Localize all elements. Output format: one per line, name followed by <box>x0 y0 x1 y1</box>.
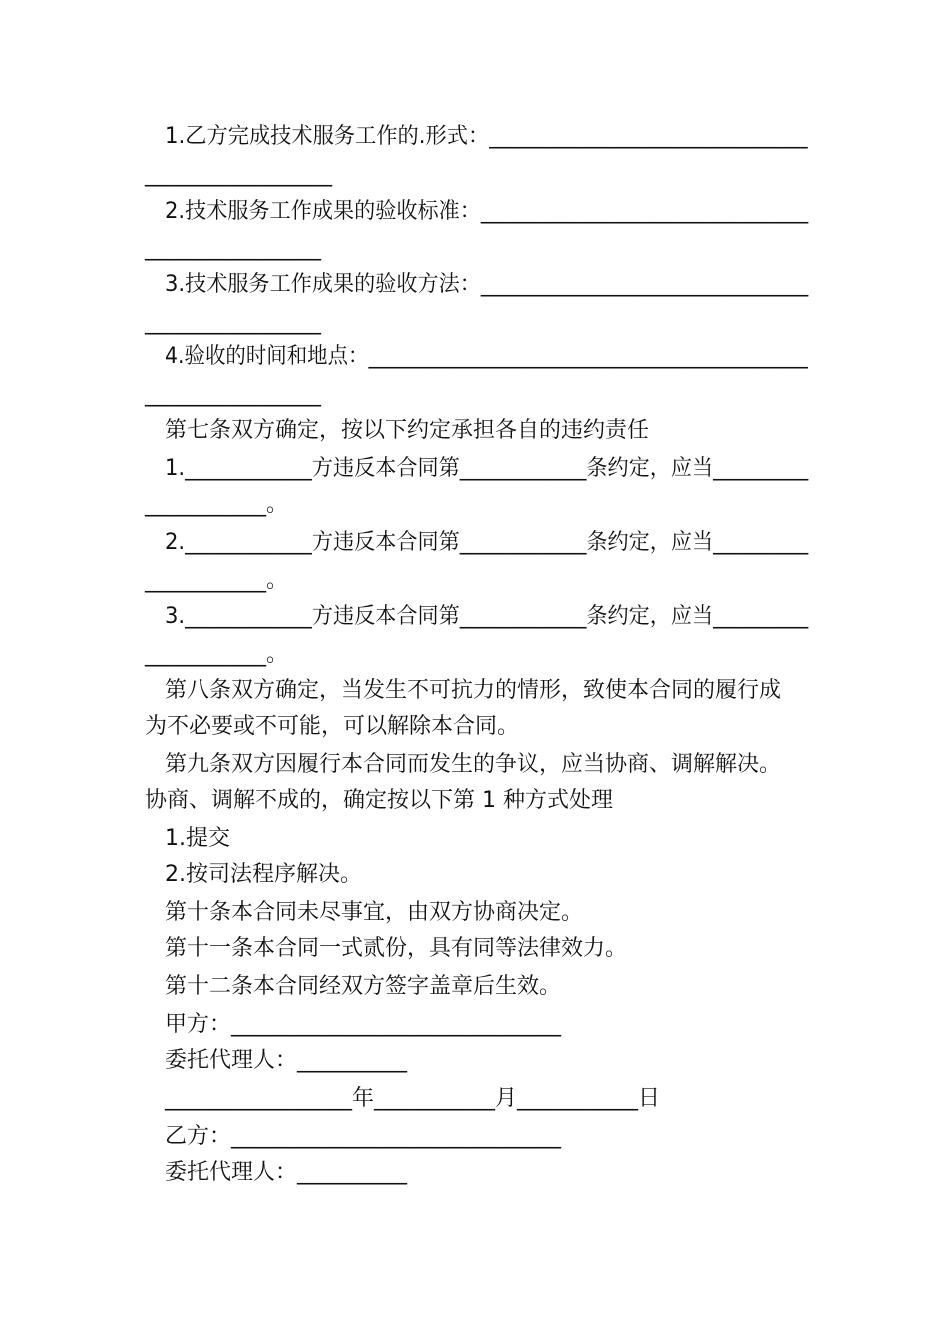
party-a-agent-line: 委托代理人：__________ <box>165 1048 408 1073</box>
party-a-line: 甲方：______________________________ <box>165 1012 562 1037</box>
acceptance-form-line: 1.乙方完成技术服务工作的.形式：______________________________ <box>165 124 808 149</box>
party-b-line: 乙方：______________________________ <box>165 1124 562 1149</box>
date-line: _________________年___________月___________日 <box>165 1086 661 1111</box>
article-10: 第十条本合同未尽事宜，由双方协商决定。 <box>165 900 584 925</box>
dispute-option-1: 1.提交 <box>165 826 230 851</box>
breach-item-1-continuation: ___________。 <box>145 492 289 517</box>
article-9-line-1: 第九条双方因履行本合同而发生的争议，应当协商、调解解决。 <box>165 752 782 777</box>
article-9-line-2: 协商、调解不成的，确定按以下第 1 种方式处理 <box>145 788 613 813</box>
article-12: 第十二条本合同经双方签字盖章后生效。 <box>165 974 562 999</box>
acceptance-time-place-continuation: ________________ <box>145 382 321 407</box>
article-7-heading: 第七条双方确定，按以下约定承担各自的违约责任 <box>165 418 650 443</box>
acceptance-form-continuation: _________________ <box>145 162 332 187</box>
breach-item-3: 3.____________方违反本合同第____________条约定，应当_________ <box>165 604 809 629</box>
acceptance-method-line: 3.技术服务工作成果的验收方法：_______________________________ <box>165 272 809 297</box>
dispute-option-2: 2.按司法程序解决。 <box>165 862 362 887</box>
party-b-agent-line: 委托代理人：__________ <box>165 1160 408 1185</box>
acceptance-standard-continuation: ________________ <box>145 236 321 261</box>
breach-item-2-continuation: ___________。 <box>145 568 289 593</box>
article-11: 第十一条本合同一式贰份，具有同等法律效力。 <box>165 936 628 961</box>
breach-item-3-continuation: ___________。 <box>145 642 289 667</box>
acceptance-time-place-line: 4.验收的时间和地点：___________________________________________ <box>165 344 808 369</box>
article-8-line-2: 为不必要或不可能，可以解除本合同。 <box>145 714 520 739</box>
article-8-line-1: 第八条双方确定，当发生不可抗力的情形，致使本合同的履行成 <box>165 678 782 703</box>
breach-item-2: 2.____________方违反本合同第____________条约定，应当_________ <box>165 530 809 555</box>
acceptance-method-continuation: ________________ <box>145 310 321 335</box>
acceptance-standard-line: 2.技术服务工作成果的验收标准：_______________________________ <box>165 199 809 224</box>
breach-item-1: 1.____________方违反本合同第____________条约定，应当_________ <box>165 456 809 481</box>
